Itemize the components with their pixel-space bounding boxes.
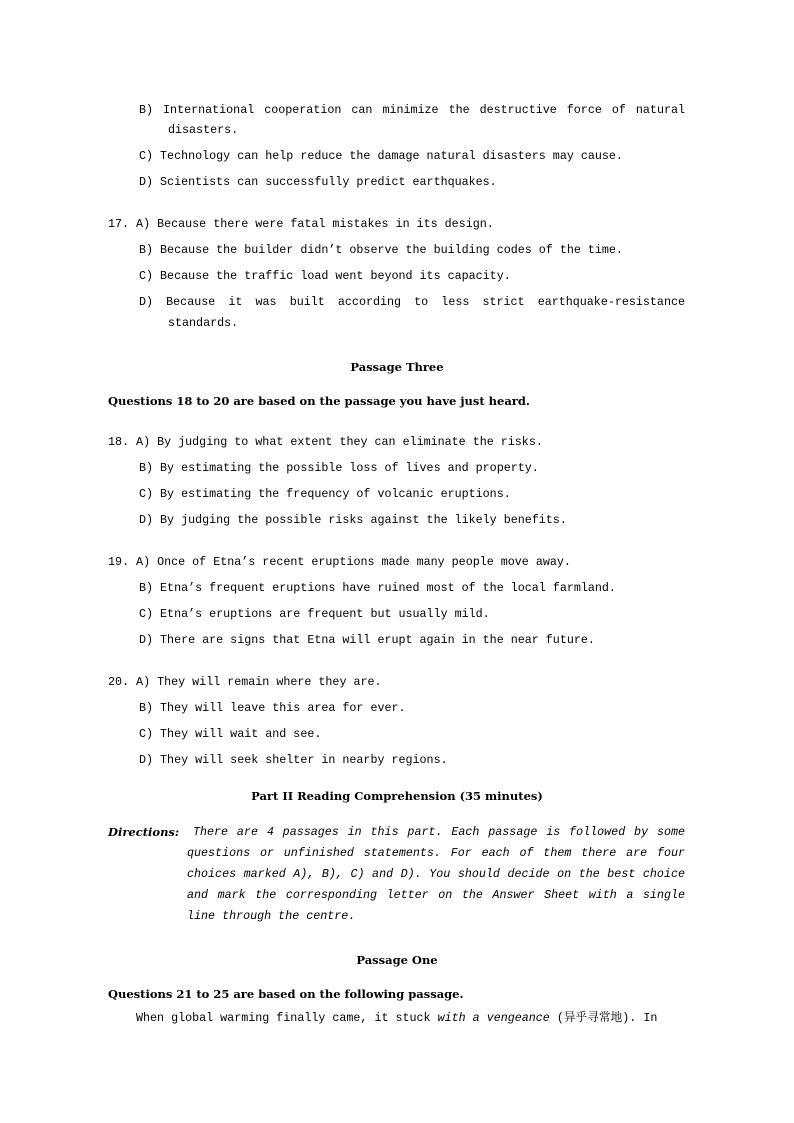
directions-line: line through the centre. xyxy=(187,909,356,923)
passage-three-intro: Questions 18 to 20 are based on the passage you have just heard. xyxy=(108,394,530,408)
directions-label: Directions: xyxy=(108,825,180,839)
q16-option-b-cont: disasters. xyxy=(168,123,239,137)
directions-line: and mark the corresponding letter on the Answer Sheet with a single xyxy=(187,888,685,902)
q17-option-c: C) Because the traffic load went beyond its capacity. xyxy=(139,269,511,283)
q19-option-c: C) Etna’s eruptions are frequent but usually mild. xyxy=(139,607,490,621)
q19-option-b: B) Etna’s frequent eruptions have ruined most of the local farmland. xyxy=(139,581,616,595)
q18-option-c: C) By estimating the frequency of volcanic eruptions. xyxy=(139,487,511,501)
q16-option-d: D) Scientists can successfully predict earthquakes. xyxy=(139,175,497,189)
passage-italic-phrase: with a vengeance xyxy=(437,1011,550,1025)
q17-option-d: D) Because it was built according to less strict earthquake-resistance xyxy=(139,295,685,309)
part2-title: Part II Reading Comprehension (35 minutes) xyxy=(251,789,543,803)
passage-text: When global warming finally came, it stuck xyxy=(136,1011,438,1025)
q19-option-d: D) There are signs that Etna will erupt again in the near future. xyxy=(139,633,595,647)
q18-option-d: D) By judging the possible risks against the likely benefits. xyxy=(139,513,567,527)
q20-option-b: B) They will leave this area for ever. xyxy=(139,701,406,715)
directions-line: questions or unfinished statements. For each of them there are four xyxy=(187,846,685,860)
q20-option-c: C) They will wait and see. xyxy=(139,727,322,741)
passage-one-title: Passage One xyxy=(356,953,438,967)
q20-option-d: D) They will seek shelter in nearby regions. xyxy=(139,753,448,767)
passage-one-intro: Questions 21 to 25 are based on the following passage. xyxy=(108,987,464,1001)
q16-option-c: C) Technology can help reduce the damage natural disasters may cause. xyxy=(139,149,623,163)
directions-line: choices marked A), B), C) and D). You should decide on the best choice xyxy=(187,867,685,881)
q17-option-b: B) Because the builder didn’t observe the building codes of the time. xyxy=(139,243,623,257)
q19-option-a: 19. A) Once of Etna’s recent eruptions made many people move away. xyxy=(108,555,571,569)
passage-three-title: Passage Three xyxy=(350,360,444,374)
directions-line: There are 4 passages in this part. Each passage is followed by some xyxy=(193,825,685,839)
passage-text: (异乎寻常地). In xyxy=(549,1011,658,1025)
q18-option-b: B) By estimating the possible loss of lives and property. xyxy=(139,461,539,475)
q16-option-b: B) International cooperation can minimize the destructive force of natural xyxy=(139,103,685,117)
q17-option-d-cont: standards. xyxy=(168,316,239,330)
passage-one-text xyxy=(136,1010,657,1026)
q18-option-a: 18. A) By judging to what extent they can eliminate the risks. xyxy=(108,435,543,449)
q20-option-a: 20. A) They will remain where they are. xyxy=(108,675,382,689)
q17-option-a: 17. A) Because there were fatal mistakes in its design. xyxy=(108,217,494,231)
